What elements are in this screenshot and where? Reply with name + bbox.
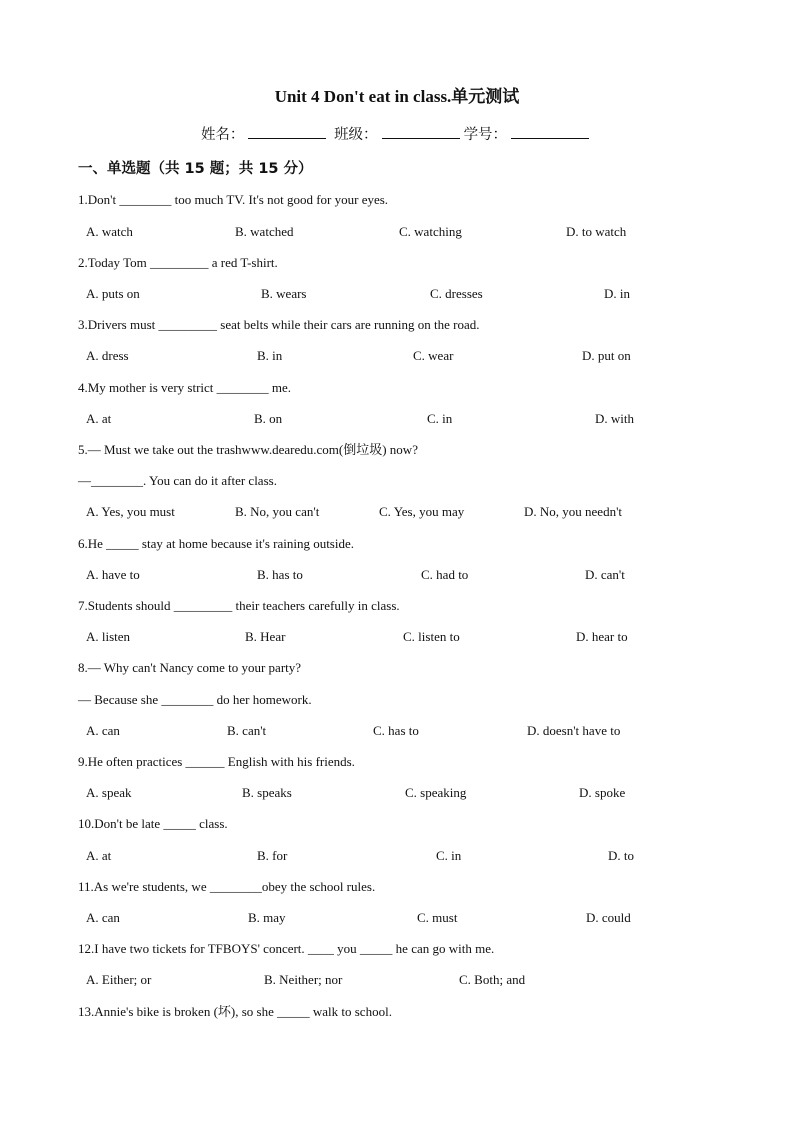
- option-c[interactable]: C. must: [417, 910, 458, 925]
- option-a[interactable]: A. have to: [86, 567, 140, 582]
- option-d[interactable]: D. can't: [585, 567, 625, 582]
- options-9: [86, 784, 646, 802]
- question-9: 9.He often practices ______ English with his friends.: [78, 754, 355, 769]
- option-b[interactable]: B. Neither; nor: [264, 972, 343, 987]
- options-1: [86, 223, 646, 241]
- question-7: 7.Students should _________ their teachers carefully in class.: [78, 598, 400, 613]
- option-c[interactable]: C. Both; and: [459, 972, 526, 987]
- option-b[interactable]: B. for: [257, 848, 288, 863]
- option-c[interactable]: C. in: [427, 411, 453, 426]
- class-label: 班级：: [334, 127, 378, 143]
- question-1: 1.Don't ________ too much TV. It's not good for your eyes.: [78, 192, 389, 207]
- question-4: 4.My mother is very strict ________ me.: [78, 380, 292, 395]
- option-a[interactable]: A. watch: [86, 224, 133, 239]
- option-a[interactable]: A. Yes, you must: [86, 504, 175, 519]
- option-a[interactable]: A. listen: [86, 629, 131, 644]
- question-11: 11.As we're students, we ________obey the school rules.: [78, 879, 376, 894]
- question-8: 8.— Why can't Nancy come to your party?: [78, 660, 302, 675]
- option-d[interactable]: D. hear to: [576, 629, 628, 644]
- option-c[interactable]: C. dresses: [430, 286, 483, 301]
- option-d[interactable]: D. to watch: [566, 224, 627, 239]
- option-a[interactable]: A. can: [86, 910, 120, 925]
- options-6: [86, 566, 646, 584]
- page-title: Unit 4 Don't eat in class.单元测试: [274, 87, 520, 106]
- question-3: 3.Drivers must _________ seat belts while their cars are running on the road.: [78, 317, 480, 332]
- options-4: [86, 410, 646, 428]
- option-c[interactable]: C. has to: [373, 723, 419, 738]
- option-b[interactable]: B. has to: [257, 567, 303, 582]
- number-blank[interactable]: [511, 124, 589, 139]
- option-a[interactable]: A. can: [86, 723, 120, 738]
- question-12: 12.I have two tickets for TFBOYS' concert. ____ you _____ he can go with me.: [78, 941, 495, 956]
- number-label: 学号：: [463, 127, 508, 143]
- option-b[interactable]: B. on: [254, 411, 283, 426]
- question-5-reply: —________. You can do it after class.: [78, 473, 277, 488]
- option-d[interactable]: D. put on: [582, 348, 631, 363]
- question-6: 6.He _____ stay at home because it's raining outside.: [78, 536, 355, 551]
- option-b[interactable]: B. No, you can't: [235, 504, 320, 519]
- option-d[interactable]: D. could: [586, 910, 631, 925]
- student-info-line: [0, 124, 794, 146]
- name-blank[interactable]: [248, 124, 326, 139]
- option-c[interactable]: C. listen to: [403, 629, 460, 644]
- option-b[interactable]: B. may: [248, 910, 286, 925]
- option-b[interactable]: B. watched: [235, 224, 294, 239]
- name-label: 姓名：: [200, 127, 245, 143]
- options-11: [86, 909, 646, 927]
- option-a[interactable]: A. at: [86, 848, 112, 863]
- question-10: 10.Don't be late _____ class.: [78, 816, 228, 831]
- option-b[interactable]: B. speaks: [242, 785, 292, 800]
- option-c[interactable]: C. Yes, you may: [379, 504, 465, 519]
- option-a[interactable]: A. speak: [86, 785, 132, 800]
- option-d[interactable]: D. in: [604, 286, 630, 301]
- option-c[interactable]: C. in: [436, 848, 462, 863]
- option-d[interactable]: D. doesn't have to: [527, 723, 621, 738]
- option-d[interactable]: D. No, you needn't: [524, 504, 623, 519]
- options-2: [86, 285, 646, 303]
- section-title: 一、单选题（共 15 题；共 15 分）: [78, 161, 313, 177]
- options-3: [86, 347, 646, 365]
- option-d[interactable]: D. with: [595, 411, 634, 426]
- option-a[interactable]: A. puts on: [86, 286, 140, 301]
- question-5: 5.— Must we take out the trashwww.dearedu.com(倒垃圾) now?: [78, 442, 418, 457]
- option-c[interactable]: C. had to: [421, 567, 469, 582]
- question-13: 13.Annie's bike is broken (坏), so she _____ walk to school.: [78, 1004, 392, 1019]
- options-5: [86, 503, 646, 521]
- option-b[interactable]: B. in: [257, 348, 283, 363]
- options-8: [86, 722, 646, 740]
- option-c[interactable]: C. wear: [413, 348, 454, 363]
- option-b[interactable]: B. wears: [261, 286, 307, 301]
- option-c[interactable]: C. speaking: [405, 785, 467, 800]
- question-2: 2.Today Tom _________ a red T-shirt.: [78, 255, 278, 270]
- option-b[interactable]: B. Hear: [245, 629, 286, 644]
- question-8-reply: — Because she ________ do her homework.: [78, 692, 312, 707]
- option-a[interactable]: A. at: [86, 411, 112, 426]
- options-12: [86, 971, 646, 989]
- options-7: [86, 628, 646, 646]
- class-blank[interactable]: [382, 124, 460, 139]
- options-10: [86, 847, 646, 865]
- option-d[interactable]: D. to: [608, 848, 634, 863]
- option-a[interactable]: A. Either; or: [86, 972, 152, 987]
- option-a[interactable]: A. dress: [86, 348, 129, 363]
- option-b[interactable]: B. can't: [227, 723, 267, 738]
- option-c[interactable]: C. watching: [399, 224, 462, 239]
- option-d[interactable]: D. spoke: [579, 785, 626, 800]
